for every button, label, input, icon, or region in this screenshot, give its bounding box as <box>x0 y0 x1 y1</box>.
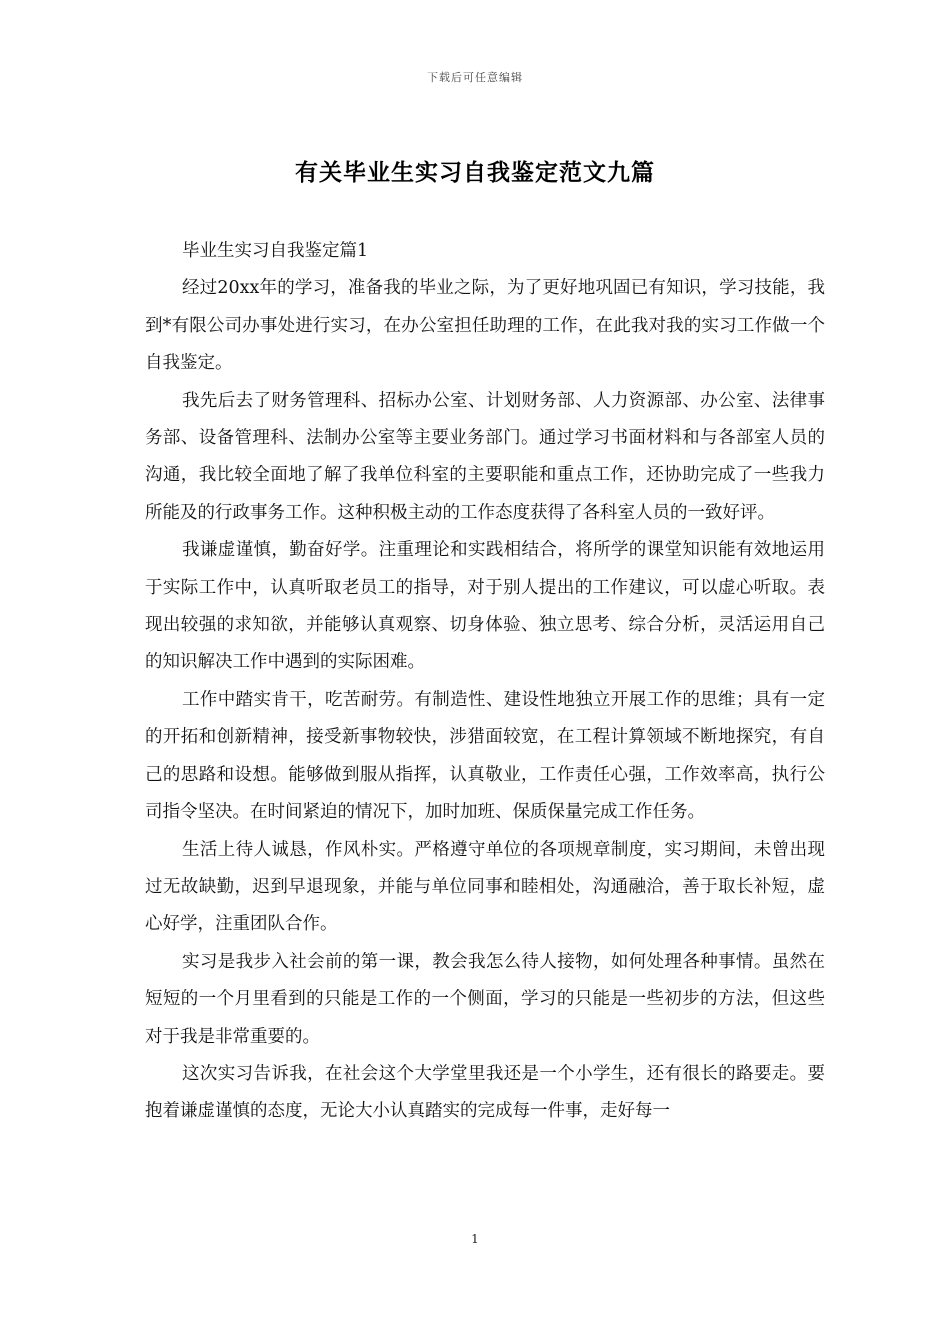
paragraph: 生活上待人诚恳，作风朴实。严格遵守单位的各项规章制度，实习期间，未曾出现过无故缺勤，迟到早退现象，并能与单位同事和睦相处，沟通融洽，善于取长补短，虚心好学，注重团队合作。 <box>145 839 825 935</box>
paragraph: 实习是我步入社会前的第一课，教会我怎么待人接物，如何处理各种事情。虽然在短短的一个月里看到的只能是工作的一个侧面，学习的只能是一些初步的方法，但这些对于我是非常重要的。 <box>145 951 825 1047</box>
document-body <box>145 233 825 1131</box>
section-heading: 毕业生实习自我鉴定篇1 <box>182 241 369 261</box>
paragraph: 这次实习告诉我，在社会这个大学堂里我还是一个小学生，还有很长的路要走。要抱着谦虚谨慎的态度，无论大小认真踏实的完成每一件事，走好每一 <box>145 1063 825 1122</box>
document-title: 有关毕业生实习自我鉴定范文九篇 <box>295 160 655 186</box>
paragraph: 我谦虚谨慎，勤奋好学。注重理论和实践相结合，将所学的课堂知识能有效地运用于实际工作中，认真听取老员工的指导，对于别人提出的工作建议，可以虚心听取。表现出较强的求知欲，并能够认真观察、切身体验、独立思考、综合分析，灵活运用自己的知识解决工作中遇到的实际困难。 <box>145 540 825 673</box>
header-note: 下载后可任意编辑 <box>427 71 523 84</box>
paragraph: 经过20xx年的学习，准备我的毕业之际，为了更好地巩固已有知识，学习技能，我到*有限公司办事处进行实习，在办公室担任助理的工作，在此我对我的实习工作做一个自我鉴定。 <box>145 278 825 374</box>
paragraph: 我先后去了财务管理科、招标办公室、计划财务部、人力资源部、办公室、法律事务部、设备管理科、法制办公室等主要业务部门。通过学习书面材料和与各部室人员的沟通，我比较全面地了解了我单位科室的主要职能和重点工作，还协助完成了一些我力所能及的行政事务工作。这种积极主动的工作态度获得了各科室人员的一致好评。 <box>145 390 825 523</box>
page-number: 1 <box>471 1232 479 1246</box>
paragraph: 工作中踏实肯干，吃苦耐劳。有制造性、建设性地独立开展工作的思维；具有一定的开拓和创新精神，接受新事物较快，涉猎面较宽，在工程计算领域不断地探究，有自己的思路和设想。能够做到服从指挥，认真敬业，工作责任心强，工作效率高，执行公司指令坚决。在时间紧迫的情况下，加时加班、保质保量完成工作任务。 <box>145 689 825 823</box>
